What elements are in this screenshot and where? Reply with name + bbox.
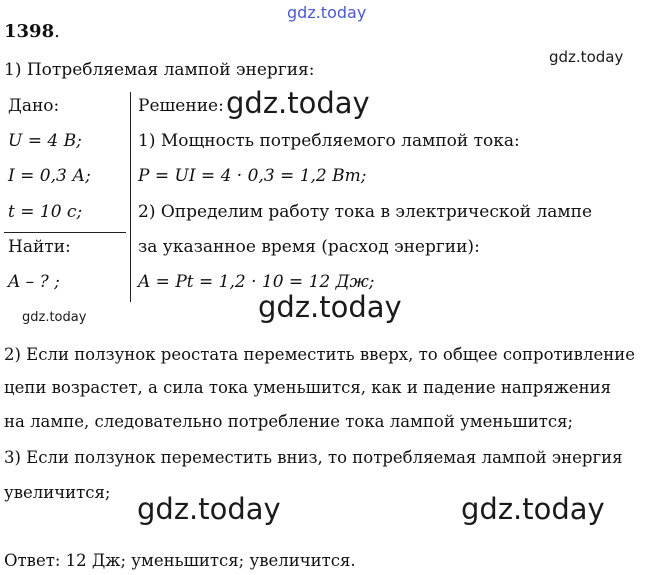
find-title: Найти: <box>8 237 71 257</box>
given-item: t = 10 с; <box>8 202 83 222</box>
table-horizontal-divider <box>4 232 126 233</box>
watermark-bottom-right: gdz.today <box>461 492 605 526</box>
watermark-solution: gdz.today <box>226 86 370 120</box>
part1-heading: 1) Потребляемая лампой энергия: <box>4 60 315 80</box>
paragraph-line: 3) Если ползунок переместить вниз, то потребляемая лампой энергия <box>4 448 623 467</box>
solution-line: P = UI = 4 · 0,3 = 1,2 Вт; <box>138 166 367 186</box>
paragraph-line: цепи возрастет, а сила тока уменьшится, как и падение напряжения <box>4 378 612 397</box>
problem-number: 1398. <box>4 21 60 42</box>
paragraph-line: на лампе, следовательно потребление тока лампой уменьшится; <box>4 412 574 431</box>
solution-line: за указанное время (расход энергии): <box>138 237 480 257</box>
solution-line: 2) Определим работу тока в электрической лампе <box>138 202 593 222</box>
table-vertical-divider <box>130 92 131 302</box>
paragraph-line: 2) Если ползунок реостата переместить вверх, то общее сопротивление <box>4 345 635 364</box>
given-item: U = 4 В; <box>8 131 82 151</box>
paragraph-line: увеличится; <box>4 483 111 502</box>
solution-title: Решение: <box>138 96 224 116</box>
watermark-right: gdz.today <box>549 48 624 66</box>
answer: Ответ: 12 Дж; уменьшится; увеличится. <box>4 551 356 570</box>
solution-line: 1) Мощность потребляемого лампой тока: <box>138 131 520 151</box>
watermark-bottom-left: gdz.today <box>137 492 281 526</box>
watermark-middle: gdz.today <box>258 290 402 324</box>
find-item: A – ? ; <box>8 272 60 292</box>
watermark-top: gdz.today <box>287 3 367 22</box>
solution-line: A = Pt = 1,2 · 10 = 12 Дж; <box>138 272 375 292</box>
given-title: Дано: <box>8 96 60 116</box>
watermark-small-left: gdz.today <box>22 310 87 325</box>
given-item: I = 0,3 А; <box>8 166 91 186</box>
